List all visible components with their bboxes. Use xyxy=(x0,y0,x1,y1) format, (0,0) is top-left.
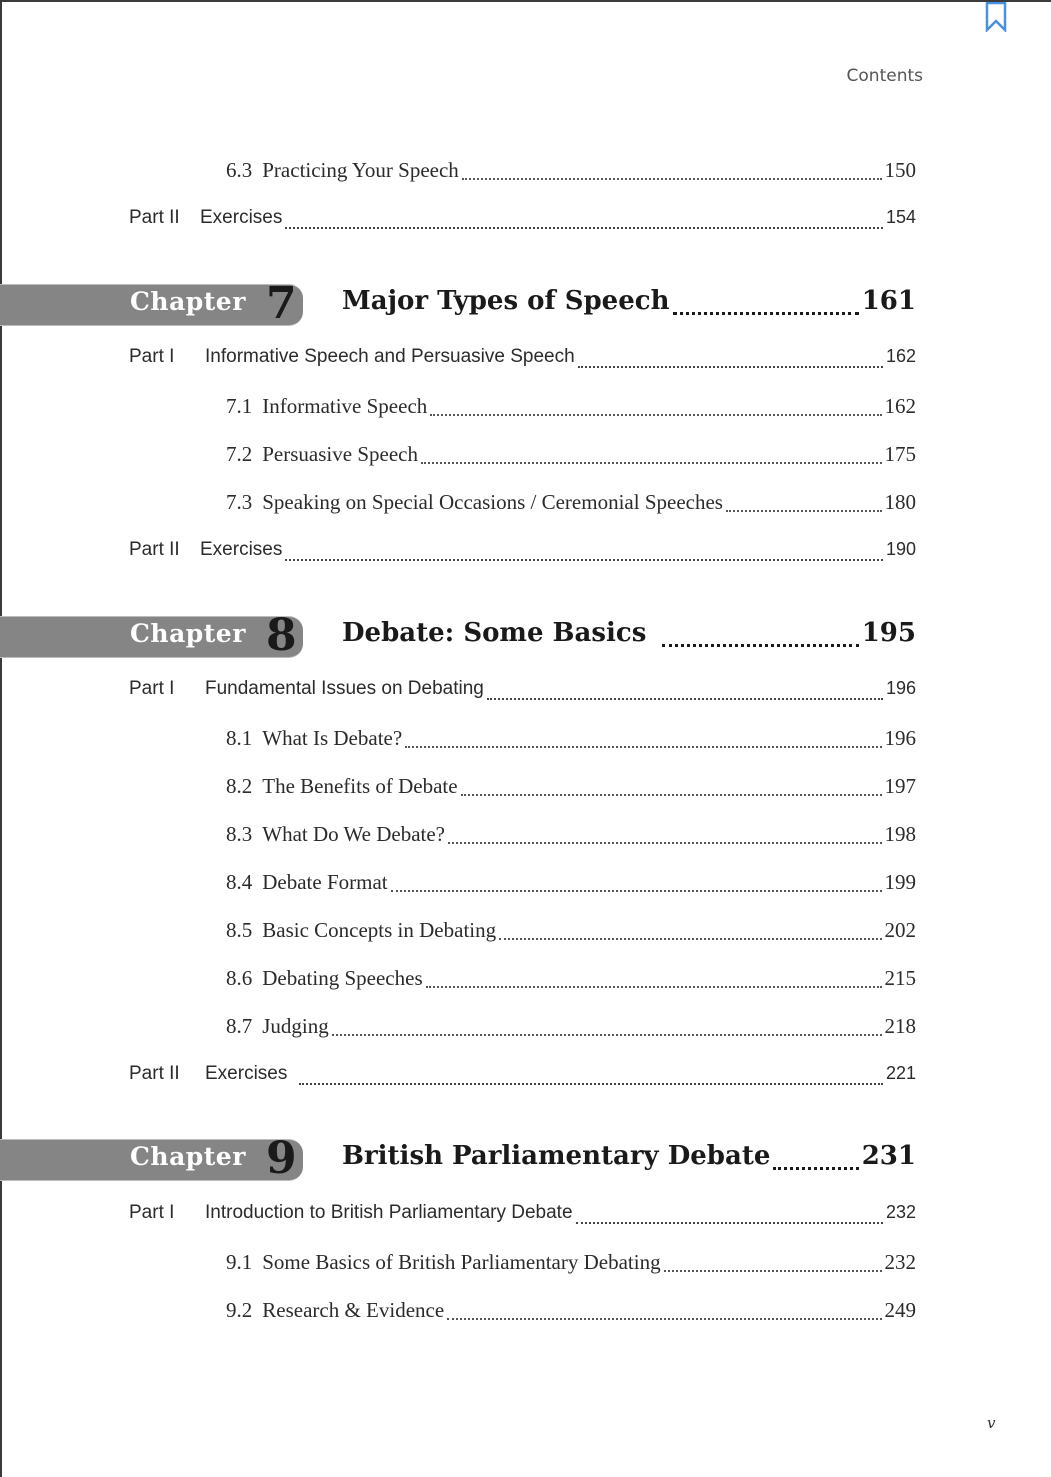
dot-leader xyxy=(662,644,858,647)
page-number: 175 xyxy=(884,442,916,466)
dot-leader xyxy=(430,414,881,416)
section-number: 9.1 xyxy=(226,1250,253,1274)
section-number: 8.5 xyxy=(226,918,253,942)
page-number: 197 xyxy=(884,774,916,798)
section-title: Basic Concepts in Debating xyxy=(262,918,497,942)
page-number: 218 xyxy=(884,1014,916,1038)
dot-leader xyxy=(447,1318,881,1320)
section-number: 8.2 xyxy=(226,774,253,798)
page-number: 232 xyxy=(885,1202,916,1222)
dot-leader xyxy=(285,559,883,561)
chapter-page: 231 xyxy=(861,1141,916,1171)
section-number: 8.4 xyxy=(226,870,253,894)
toc-entry-8-1[interactable] xyxy=(0,726,916,756)
toc-entry-6-3[interactable] xyxy=(0,158,916,188)
window-top-border xyxy=(0,0,1051,2)
toc-entry-8-3[interactable] xyxy=(0,822,916,852)
section-number: 9.2 xyxy=(226,1298,253,1322)
dot-leader xyxy=(405,746,881,748)
page-number: 221 xyxy=(885,1063,916,1083)
dot-leader xyxy=(285,227,883,229)
chapter-title: Debate: Some Basics xyxy=(342,618,647,648)
dot-leader xyxy=(332,1034,882,1036)
toc-entry-8-6[interactable] xyxy=(0,966,916,996)
part-label: Part I xyxy=(129,678,175,699)
chapter-number: 8 xyxy=(266,610,297,661)
section-number: 8.6 xyxy=(226,966,253,990)
dot-leader xyxy=(299,1083,883,1085)
chapter-number: 9 xyxy=(266,1133,297,1184)
chapter-label: Chapter xyxy=(130,619,246,648)
dot-leader xyxy=(576,1222,883,1224)
section-title: Research & Evidence xyxy=(262,1298,445,1322)
toc-entry-7-2[interactable] xyxy=(0,442,916,472)
page-number: 154 xyxy=(885,207,916,227)
page-number: 162 xyxy=(884,394,916,418)
section-title: Speaking on Special Occasions / Ceremonial Speeches xyxy=(262,490,723,514)
chapter-8-heading[interactable] xyxy=(0,610,916,661)
toc-entry-7-1[interactable] xyxy=(0,394,916,424)
part-title: Exercises xyxy=(200,539,283,560)
section-title: Some Basics of British Parliamentary Debating xyxy=(262,1250,661,1274)
page-number: 198 xyxy=(884,822,916,846)
page-number: 199 xyxy=(884,870,916,894)
part-title: Exercises xyxy=(200,207,283,228)
page-number: 232 xyxy=(884,1250,916,1274)
toc-entry-9-1[interactable] xyxy=(0,1250,916,1280)
part-label: Part II xyxy=(129,539,180,560)
part-label: Part II xyxy=(129,207,180,228)
toc-entry-part[interactable] xyxy=(0,346,916,376)
part-title: Exercises xyxy=(205,1063,288,1084)
dot-leader xyxy=(421,462,882,464)
section-title: Persuasive Speech xyxy=(262,442,418,466)
part-label: Part I xyxy=(129,1202,175,1223)
dot-leader xyxy=(461,794,882,796)
toc-entry-part[interactable] xyxy=(0,1202,916,1232)
dot-leader xyxy=(664,1270,882,1272)
toc-entry-part[interactable] xyxy=(0,539,916,569)
chapter-label: Chapter xyxy=(130,1142,246,1171)
section-title: What Is Debate? xyxy=(262,726,403,750)
section-number: 7.1 xyxy=(226,394,253,418)
section-title: The Benefits of Debate xyxy=(262,774,458,798)
section-title: Practicing Your Speech xyxy=(262,158,459,182)
toc-entry-8-4[interactable] xyxy=(0,870,916,900)
chapter-7-heading[interactable] xyxy=(0,278,916,329)
dot-leader xyxy=(462,178,882,180)
page-number: 196 xyxy=(884,726,916,750)
dot-leader xyxy=(773,1167,858,1170)
dot-leader xyxy=(487,698,883,700)
section-title: Debate Format xyxy=(262,870,388,894)
section-title: Debating Speeches xyxy=(262,966,423,990)
section-title: Judging xyxy=(262,1014,329,1038)
chapter-page: 161 xyxy=(861,286,916,316)
section-number: 7.2 xyxy=(226,442,253,466)
section-number: 8.3 xyxy=(226,822,253,846)
chapter-number: 7 xyxy=(266,278,297,329)
toc-entry-8-7[interactable] xyxy=(0,1014,916,1044)
section-number: 6.3 xyxy=(226,158,253,182)
part-title: Introduction to British Parliamentary Debate xyxy=(205,1202,573,1223)
part-label: Part I xyxy=(129,346,175,367)
dot-leader xyxy=(391,890,882,892)
section-title: Informative Speech xyxy=(262,394,428,418)
page-number: 190 xyxy=(885,539,916,559)
section-title: What Do We Debate? xyxy=(262,822,446,846)
page-number: 196 xyxy=(885,678,916,698)
section-number: 7.3 xyxy=(226,490,253,514)
part-label: Part II xyxy=(129,1063,180,1084)
dot-leader xyxy=(578,366,883,368)
bookmark-icon[interactable] xyxy=(984,2,1008,32)
page-number: 249 xyxy=(884,1298,916,1322)
toc-entry-8-2[interactable] xyxy=(0,774,916,804)
chapter-label: Chapter xyxy=(130,287,246,316)
toc-entry-8-5[interactable] xyxy=(0,918,916,948)
chapter-title: Major Types of Speech xyxy=(342,286,670,316)
toc-entry-part[interactable] xyxy=(0,678,916,708)
page-number: 180 xyxy=(884,490,916,514)
page-number: 202 xyxy=(884,918,916,942)
page-number: 150 xyxy=(884,158,916,182)
running-head: Contents xyxy=(846,66,923,86)
chapter-title: British Parliamentary Debate xyxy=(342,1141,771,1171)
dot-leader xyxy=(426,986,882,988)
toc-entry-part[interactable] xyxy=(0,1063,916,1093)
chapter-9-heading[interactable] xyxy=(0,1133,916,1184)
dot-leader xyxy=(499,938,881,940)
page-number: 162 xyxy=(885,346,916,366)
part-title: Informative Speech and Persuasive Speech xyxy=(205,346,575,367)
section-number: 8.1 xyxy=(226,726,253,750)
dot-leader xyxy=(726,510,882,512)
dot-leader xyxy=(673,312,859,315)
section-number: 8.7 xyxy=(226,1014,253,1038)
part-title: Fundamental Issues on Debating xyxy=(205,678,484,699)
toc-entry-9-2[interactable] xyxy=(0,1298,916,1328)
toc-entry-7-3[interactable] xyxy=(0,490,916,520)
dot-leader xyxy=(448,842,881,844)
chapter-page: 195 xyxy=(861,618,916,648)
page-number: 215 xyxy=(884,966,916,990)
toc-entry-part-ii-exercises[interactable] xyxy=(0,207,916,237)
page-folio: v xyxy=(987,1414,996,1432)
